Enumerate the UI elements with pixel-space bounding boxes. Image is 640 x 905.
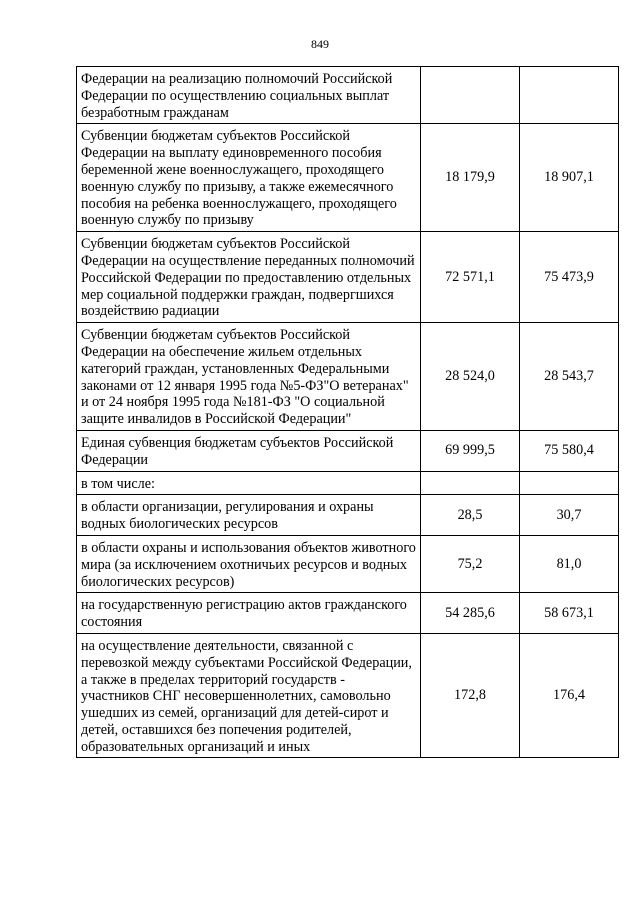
value-column-1 <box>421 471 520 495</box>
value-column-2: 28 543,7 <box>520 323 619 431</box>
budget-table <box>76 66 619 758</box>
row-description: в области организации, регулирования и охраны водных биологических ресурсов <box>77 495 421 536</box>
value-column-2: 75 473,9 <box>520 232 619 323</box>
row-description: Субвенции бюджетам субъектов Российской Федерации на осуществление переданных полномочий Российской Федерации по предоставлению отдельных мер социальной поддержки граждан, подвергшихся воздействию радиации <box>77 232 421 323</box>
row-description: Единая субвенция бюджетам субъектов Российской Федерации <box>77 430 421 471</box>
value-column-2: 176,4 <box>520 633 619 758</box>
table-row <box>77 430 619 471</box>
value-column-1: 18 179,9 <box>421 124 520 232</box>
value-column-1: 172,8 <box>421 633 520 758</box>
row-description: Субвенции бюджетам субъектов Российской Федерации на выплату единовременного пособия беременной жене военнослужащего, проходящего военную службу по призыву, а также ежемесячного пособия на ребенка военнослужащего, проходящего военную службу по призыву <box>77 124 421 232</box>
row-description: Субвенции бюджетам субъектов Российской Федерации на обеспечение жильем отдельных категорий граждан, установленных Федеральными законами от 12 января 1995 года №5-ФЗ"О ветеранах" и от 24 ноября 1995 года №181-ФЗ "О социальной защите инвалидов в Российской Федерации" <box>77 323 421 431</box>
value-column-1: 54 285,6 <box>421 593 520 634</box>
table-row <box>77 495 619 536</box>
row-description: в том числе: <box>77 471 421 495</box>
row-description: в области охраны и использования объектов животного мира (за исключением охотничьих ресурсов и водных биологических ресурсов) <box>77 535 421 592</box>
row-description: Федерации на реализацию полномочий Российской Федерации по осуществлению социальных выплат безработным гражданам <box>77 67 421 124</box>
table-row <box>77 593 619 634</box>
table-row <box>77 633 619 758</box>
value-column-2: 75 580,4 <box>520 430 619 471</box>
table-row <box>77 124 619 232</box>
table-row <box>77 232 619 323</box>
value-column-2: 30,7 <box>520 495 619 536</box>
table-row <box>77 67 619 124</box>
row-description: на осуществление деятельности, связанной с перевозкой между субъектами Российской Федерации, а также в пределах территорий государств - участников СНГ несовершеннолетних, самовольно ушедших из семей, организаций для детей-сирот и детей, оставшихся без попечения родителей, образовательных организаций и иных <box>77 633 421 758</box>
value-column-2 <box>520 471 619 495</box>
value-column-2 <box>520 67 619 124</box>
table-row <box>77 535 619 592</box>
value-column-2: 58 673,1 <box>520 593 619 634</box>
value-column-1 <box>421 67 520 124</box>
value-column-2: 18 907,1 <box>520 124 619 232</box>
row-description: на государственную регистрацию актов гражданского состояния <box>77 593 421 634</box>
value-column-1: 72 571,1 <box>421 232 520 323</box>
table-row <box>77 323 619 431</box>
value-column-2: 81,0 <box>520 535 619 592</box>
value-column-1: 69 999,5 <box>421 430 520 471</box>
value-column-1: 28,5 <box>421 495 520 536</box>
table-row <box>77 471 619 495</box>
page-number: 849 <box>311 37 329 51</box>
value-column-1: 75,2 <box>421 535 520 592</box>
value-column-1: 28 524,0 <box>421 323 520 431</box>
